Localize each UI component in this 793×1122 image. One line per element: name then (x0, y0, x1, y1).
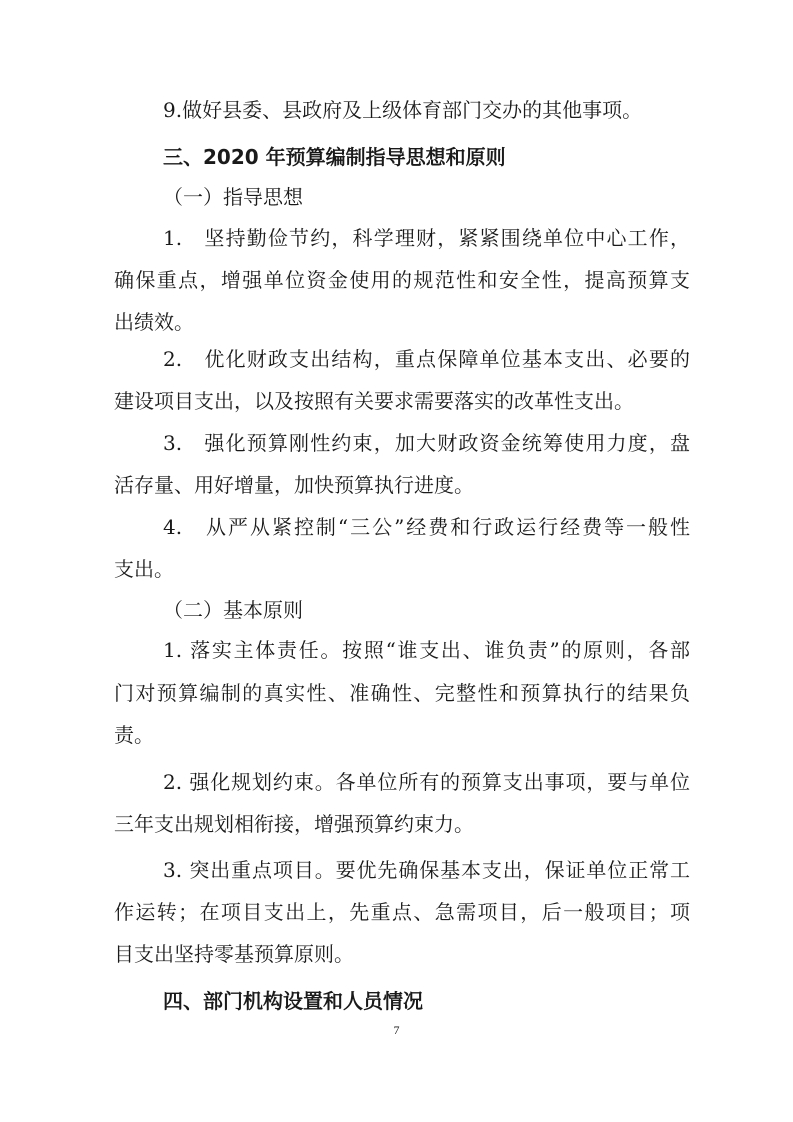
text-line: 活存量、用好增量，加快预算执行进度。 (114, 473, 474, 497)
page-number: 7 (393, 1023, 400, 1037)
text-line: 三年支出规划相衔接，增强预算约束力。 (114, 812, 474, 836)
text-line: 门对预算编制的真实性、准确性、完整性和预算执行的结果负 (114, 681, 690, 705)
text-line: 1. 落实主体责任。按照“谁支出、谁负责”的原则，各部 (163, 638, 690, 662)
text-line: 3. 突出重点项目。要优先确保基本支出，保证单位正常工 (163, 858, 690, 882)
subsection-heading: （一）指导思想 (163, 185, 303, 209)
text-line: 责。 (114, 723, 154, 747)
text-line: 建设项目支出，以及按照有关要求需要落实的改革性支出。 (114, 389, 634, 413)
subsection-heading: （二）基本原则 (163, 598, 303, 622)
text-line: 3. 强化预算刚性约束，加大财政资金统筹使用力度，盘 (163, 431, 690, 455)
text-line: 出绩效。 (114, 310, 194, 334)
text-line: 作运转；在项目支出上，先重点、急需项目，后一般项目；项 (114, 900, 690, 924)
text-line: 4. 从严从紧控制“三公”经费和行政运行经费等一般性 (163, 515, 690, 539)
text-line: 2. 强化规划约束。各单位所有的预算支出事项，要与单位 (163, 770, 690, 794)
text-line: 1. 坚持勤俭节约，科学理财，紧紧围绕单位中心工作， (163, 226, 690, 250)
text-line: 确保重点，增强单位资金使用的规范性和安全性，提高预算支 (114, 268, 690, 292)
text-line: 目支出坚持零基预算原则。 (114, 942, 354, 966)
text-line: 2. 优化财政支出结构，重点保障单位基本支出、必要的 (163, 347, 690, 371)
text-line: 9.做好县委、县政府及上级体育部门交办的其他事项。 (163, 98, 643, 122)
section-heading: 三、2020 年预算编制指导思想和原则 (163, 145, 506, 169)
section-heading: 四、部门机构设置和人员情况 (163, 989, 423, 1013)
text-line: 支出。 (114, 557, 174, 581)
